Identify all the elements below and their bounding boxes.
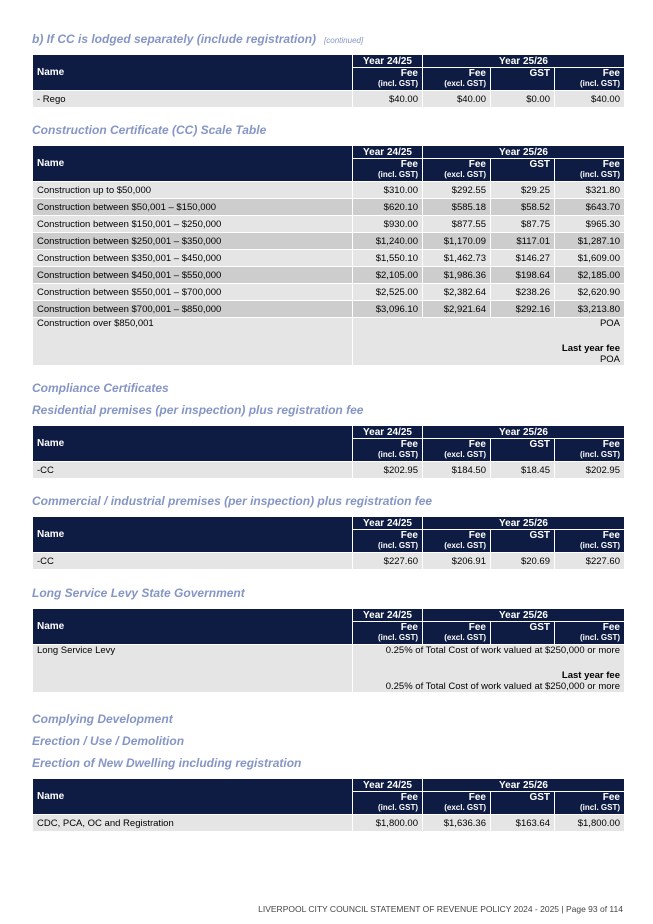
fee-prev-year: $202.95 (353, 462, 423, 479)
commercial-fee-table (32, 516, 625, 570)
row-name: Construction between $350,001 – $450,000 (33, 250, 353, 267)
fee-excl-gst: $1,986.36 (423, 267, 491, 284)
section-heading-rego: b) If CC is lodged separately (include registration) [continued] (32, 32, 364, 46)
fee-excl-gst: $292.55 (423, 182, 491, 199)
column-header-year-prev: Year 24/25 (353, 517, 423, 530)
table-row (33, 233, 625, 250)
column-subheader-excl-gst: (excl. GST) (423, 803, 491, 815)
column-header-gst: GST (491, 530, 555, 542)
fee-incl-gst: $1,287.10 (555, 233, 625, 250)
column-header-fee-prev: Fee (353, 68, 423, 80)
column-header-fee-excl: Fee (423, 439, 491, 451)
column-header-fee-prev: Fee (353, 530, 423, 542)
row-name: -CC (33, 553, 353, 570)
column-header-fee-incl: Fee (555, 530, 625, 542)
continued-note: [continued] (324, 36, 364, 45)
fee-excl-gst: $2,382.64 (423, 284, 491, 301)
fee-prev-year: $310.00 (353, 182, 423, 199)
row-name: Construction between $450,001 – $550,000 (33, 267, 353, 284)
column-header-name: Name (33, 426, 353, 462)
row-name: Construction over $850,001 (33, 318, 353, 366)
residential-fee-table (32, 425, 625, 479)
column-header-fee-prev: Fee (353, 792, 423, 804)
row-value-text: 0.25% of Total Cost of work valued at $250,000 or more (385, 645, 620, 656)
fee-excl-gst: $585.18 (423, 199, 491, 216)
column-header-fee-prev: Fee (353, 622, 423, 634)
rego-fee-table (32, 54, 625, 108)
row-value (353, 318, 625, 366)
gst-amount: $29.25 (491, 182, 555, 199)
section-heading-complying: Complying Development (32, 712, 173, 726)
table-row (33, 182, 625, 199)
column-header-fee-prev: Fee (353, 159, 423, 171)
row-name: Long Service Levy (33, 645, 353, 693)
column-header-gst: GST (491, 68, 555, 80)
table-row (33, 318, 625, 366)
column-header-gst: GST (491, 159, 555, 171)
fee-excl-gst: $1,636.36 (423, 815, 491, 832)
column-header-year-prev: Year 24/25 (353, 426, 423, 439)
gst-amount: $20.69 (491, 553, 555, 570)
table-row (33, 301, 625, 318)
row-name: Construction between $150,001 – $250,000 (33, 216, 353, 233)
dwelling-fee-table (32, 778, 625, 832)
fee-incl-gst: $227.60 (555, 553, 625, 570)
column-subheader-incl-gst: (incl. GST) (555, 79, 625, 91)
section-heading-compliance: Compliance Certificates (32, 381, 169, 395)
column-header-fee-excl: Fee (423, 159, 491, 171)
fee-incl-gst: $202.95 (555, 462, 625, 479)
fee-excl-gst: $206.91 (423, 553, 491, 570)
column-subheader-incl-gst: (incl. GST) (555, 170, 625, 182)
row-name: Construction up to $50,000 (33, 182, 353, 199)
column-header-fee-excl: Fee (423, 792, 491, 804)
column-subheader-blank (491, 541, 555, 553)
fee-incl-gst: $2,620.90 (555, 284, 625, 301)
column-subheader-excl-gst: (excl. GST) (423, 450, 491, 462)
column-header-fee-excl: Fee (423, 622, 491, 634)
column-header-fee-excl: Fee (423, 530, 491, 542)
gst-amount: $58.52 (491, 199, 555, 216)
table-row (33, 815, 625, 832)
column-header-fee-incl: Fee (555, 622, 625, 634)
column-header-fee-incl: Fee (555, 439, 625, 451)
column-header-fee-incl: Fee (555, 159, 625, 171)
column-header-name: Name (33, 146, 353, 182)
fee-excl-gst: $1,170.09 (423, 233, 491, 250)
fee-prev-year: $1,240.00 (353, 233, 423, 250)
column-header-fee-excl: Fee (423, 68, 491, 80)
fee-incl-gst: $1,609.00 (555, 250, 625, 267)
row-name: Construction between $700,001 – $850,000 (33, 301, 353, 318)
column-header-name: Name (33, 779, 353, 815)
section-heading-residential: Residential premises (per inspection) plus registration fee (32, 403, 364, 417)
fee-prev-year: $1,800.00 (353, 815, 423, 832)
table-row (33, 199, 625, 216)
column-subheader-incl-gst: (incl. GST) (555, 541, 625, 553)
column-subheader-incl-gst: (incl. GST) (353, 633, 423, 645)
fee-excl-gst: $1,462.73 (423, 250, 491, 267)
fee-incl-gst: $2,185.00 (555, 267, 625, 284)
table-row (33, 267, 625, 284)
table-row (33, 250, 625, 267)
lsl-fee-table (32, 608, 625, 693)
fee-excl-gst: $877.55 (423, 216, 491, 233)
column-subheader-excl-gst: (excl. GST) (423, 541, 491, 553)
column-header-fee-prev: Fee (353, 439, 423, 451)
fee-prev-year: $2,105.00 (353, 267, 423, 284)
cc-scale-fee-table (32, 145, 625, 366)
fee-prev-year: $40.00 (353, 91, 423, 108)
column-subheader-incl-gst: (incl. GST) (353, 803, 423, 815)
column-header-fee-incl: Fee (555, 68, 625, 80)
fee-prev-year: $3,096.10 (353, 301, 423, 318)
column-header-year-prev: Year 24/25 (353, 609, 423, 622)
table-row (33, 462, 625, 479)
column-subheader-blank (491, 803, 555, 815)
fee-incl-gst: $1,800.00 (555, 815, 625, 832)
row-value (353, 645, 625, 693)
fee-incl-gst: $3,213.80 (555, 301, 625, 318)
column-header-name: Name (33, 609, 353, 645)
fee-prev-year: $1,550.10 (353, 250, 423, 267)
row-name: CDC, PCA, OC and Registration (33, 815, 353, 832)
column-header-year-prev: Year 24/25 (353, 55, 423, 68)
section-heading-lsl: Long Service Levy State Government (32, 586, 245, 600)
column-subheader-excl-gst: (excl. GST) (423, 170, 491, 182)
column-header-name: Name (33, 517, 353, 553)
gst-amount: $87.75 (491, 216, 555, 233)
fee-excl-gst: $40.00 (423, 91, 491, 108)
column-header-year-curr: Year 25/26 (423, 146, 625, 159)
table-row (33, 91, 625, 108)
row-name: -CC (33, 462, 353, 479)
row-name: Construction between $250,001 – $350,000 (33, 233, 353, 250)
column-subheader-incl-gst: (incl. GST) (353, 170, 423, 182)
gst-amount: $198.64 (491, 267, 555, 284)
gst-amount: $117.01 (491, 233, 555, 250)
gst-amount: $238.26 (491, 284, 555, 301)
fee-prev-year: $930.00 (353, 216, 423, 233)
column-header-fee-incl: Fee (555, 792, 625, 804)
section-heading-new-dwelling: Erection of New Dwelling including registration (32, 756, 302, 770)
column-subheader-incl-gst: (incl. GST) (555, 633, 625, 645)
last-year-fee-label: Last year fee (561, 670, 620, 681)
column-header-name: Name (33, 55, 353, 91)
fee-incl-gst: $643.70 (555, 199, 625, 216)
fee-excl-gst: $184.50 (423, 462, 491, 479)
section-heading-commercial: Commercial / industrial premises (per inspection) plus registration fee (32, 494, 433, 508)
gst-amount: $163.64 (491, 815, 555, 832)
page-footer: LIVERPOOL CITY COUNCIL STATEMENT OF REVENUE POLICY 2024 - 2025 | Page 93 of 114 (258, 904, 623, 914)
column-header-gst: GST (491, 622, 555, 634)
column-subheader-incl-gst: (incl. GST) (353, 450, 423, 462)
fee-incl-gst: $321.80 (555, 182, 625, 199)
column-header-gst: GST (491, 439, 555, 451)
column-header-year-curr: Year 25/26 (423, 517, 625, 530)
section-heading-erection: Erection / Use / Demolition (32, 734, 185, 748)
gst-amount: $146.27 (491, 250, 555, 267)
column-subheader-excl-gst: (excl. GST) (423, 79, 491, 91)
column-subheader-incl-gst: (incl. GST) (555, 803, 625, 815)
fee-prev-year: $227.60 (353, 553, 423, 570)
row-value-text: POA (599, 318, 620, 329)
column-subheader-blank (491, 450, 555, 462)
column-header-year-curr: Year 25/26 (423, 55, 625, 68)
column-subheader-excl-gst: (excl. GST) (423, 633, 491, 645)
last-year-fee-value: 0.25% of Total Cost of work valued at $250,000 or more (385, 681, 620, 692)
column-subheader-blank (491, 79, 555, 91)
fee-prev-year: $2,525.00 (353, 284, 423, 301)
gst-amount: $18.45 (491, 462, 555, 479)
column-header-year-prev: Year 24/25 (353, 779, 423, 792)
fee-prev-year: $620.10 (353, 199, 423, 216)
column-header-year-prev: Year 24/25 (353, 146, 423, 159)
column-header-year-curr: Year 25/26 (423, 609, 625, 622)
table-row (33, 216, 625, 233)
column-subheader-incl-gst: (incl. GST) (555, 450, 625, 462)
table-row (33, 284, 625, 301)
table-row (33, 553, 625, 570)
column-subheader-blank (491, 633, 555, 645)
row-name: Construction between $550,001 – $700,000 (33, 284, 353, 301)
column-subheader-incl-gst: (incl. GST) (353, 79, 423, 91)
row-name: - Rego (33, 91, 353, 108)
column-subheader-incl-gst: (incl. GST) (353, 541, 423, 553)
gst-amount: $292.16 (491, 301, 555, 318)
section-heading-cc-scale: Construction Certificate (CC) Scale Table (32, 123, 267, 137)
column-header-year-curr: Year 25/26 (423, 779, 625, 792)
fee-incl-gst: $965.30 (555, 216, 625, 233)
column-header-year-curr: Year 25/26 (423, 426, 625, 439)
column-subheader-blank (491, 170, 555, 182)
table-row (33, 645, 625, 693)
gst-amount: $0.00 (491, 91, 555, 108)
fee-excl-gst: $2,921.64 (423, 301, 491, 318)
fee-incl-gst: $40.00 (555, 91, 625, 108)
row-name: Construction between $50,001 – $150,000 (33, 199, 353, 216)
last-year-fee-label: Last year fee (561, 343, 620, 354)
column-header-gst: GST (491, 792, 555, 804)
last-year-fee-value: POA (599, 354, 620, 365)
